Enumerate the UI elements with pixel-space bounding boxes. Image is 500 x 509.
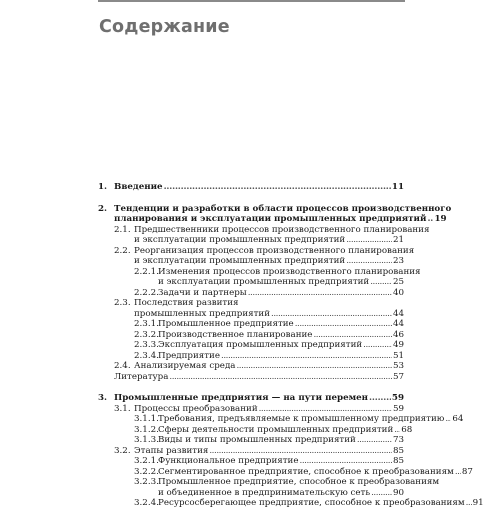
toc-entry-title-line: Изменения процессов производственного планирования: [158, 266, 421, 277]
toc-entry[interactable]: [98, 372, 404, 383]
toc-entry-title: Этапы развития: [134, 445, 209, 456]
toc-entry[interactable]: [98, 182, 404, 193]
toc-leader-dots: [313, 330, 392, 341]
toc-entry-title: Промышленное предприятие: [158, 319, 294, 329]
toc-page-number: 53: [392, 361, 404, 371]
table-of-contents: [98, 182, 484, 509]
toc-entry-title: Процессы преобразований: [134, 403, 258, 414]
toc-leader-dots: [248, 288, 392, 299]
toc-entry-title: Введение: [114, 182, 163, 192]
toc-entry-number: 2.3.1.: [134, 319, 159, 329]
toc-entry[interactable]: [98, 393, 404, 404]
toc-page-number: 19: [434, 214, 447, 224]
toc-entry-number: 3.2.3.: [134, 477, 159, 487]
toc-entry[interactable]: [98, 340, 404, 351]
toc-entry[interactable]: [98, 288, 404, 299]
toc-entry[interactable]: [98, 203, 452, 225]
toc-entry-number: 3.: [98, 393, 108, 403]
toc-entry-title: и эксплуатации промышленных предприятий: [134, 235, 346, 245]
toc-entry-title: и эксплуатации промышленных предприятий: [134, 256, 346, 266]
toc-entry[interactable]: [98, 298, 404, 319]
toc-page-number: 64: [452, 414, 464, 424]
toc-entry-number: 2.4.: [114, 361, 131, 371]
toc-entry-number: 3.1.3.: [134, 435, 159, 445]
toc-entry[interactable]: [98, 446, 404, 457]
toc-entry-number: 2.3.: [114, 298, 131, 308]
toc-entry-title: Виды и типы промышленных предприятий: [158, 435, 356, 445]
toc-page-number: 68: [401, 424, 413, 435]
toc-entry-number: 3.2.4.: [134, 498, 159, 508]
toc-entry[interactable]: [98, 224, 430, 246]
toc-entry-title: Анализируемая среда: [134, 361, 236, 371]
toc-entry[interactable]: [98, 466, 473, 478]
toc-entry-number: 2.3.2.: [134, 329, 159, 340]
toc-page-number: 87: [461, 466, 473, 477]
toc-entry-title: Ресурсосберегающее предприятие, способное к преобразованиям: [158, 498, 465, 508]
toc-entry-number: 2.2.: [114, 245, 131, 256]
toc-entry-title-line: Промышленное предприятие, способное к преобразованиям: [158, 477, 440, 487]
toc-entry-title: промышленных предприятий: [134, 308, 270, 319]
toc-page-number: 91: [472, 498, 484, 508]
toc-leader-dots: [221, 351, 392, 362]
toc-page-number: 57: [392, 371, 404, 382]
toc-leader-dots: [346, 256, 392, 267]
toc-leader-dots: [369, 393, 391, 404]
toc-entry-title: Предприятие: [158, 350, 220, 361]
toc-leader-dots: [300, 456, 392, 467]
toc-page-number: 23: [392, 256, 404, 266]
toc-entry[interactable]: [98, 477, 440, 498]
toc-entry[interactable]: [98, 414, 464, 425]
toc-leader-dots: [271, 309, 392, 320]
toc-leader-dots: [445, 414, 451, 425]
toc-page-number: 59: [392, 403, 404, 414]
toc-entry-number: 1.: [98, 182, 108, 192]
toc-entry-number: 3.1.1.: [134, 414, 159, 424]
toc-entry-number: 3.2.2.: [134, 466, 159, 477]
toc-leader-dots: [371, 488, 392, 499]
toc-entry-title-line: Последствия развития: [134, 298, 239, 308]
toc-entry-title: Эксплуатация промышленных предприятий: [158, 340, 363, 350]
toc-entry[interactable]: [98, 330, 404, 341]
toc-leader-dots: [455, 467, 461, 478]
toc-page-number: 59: [391, 393, 404, 403]
toc-leader-dots: [346, 235, 392, 246]
toc-leader-dots: [164, 182, 391, 193]
toc-leader-dots: [236, 361, 391, 372]
toc-entry-title: и объединенное в предпринимательскую сеть: [158, 487, 371, 498]
toc-page-number: 11: [391, 182, 404, 192]
toc-entry-number: 3.2.: [114, 445, 131, 456]
toc-entry-number: 2.1.: [114, 224, 131, 235]
toc-entry[interactable]: [98, 435, 404, 446]
toc-page-number: 73: [392, 435, 404, 445]
toc-entry-number: 2.3.4.: [134, 350, 159, 361]
toc-entry-number: 3.1.2.: [134, 424, 159, 435]
toc-page-number: 49: [392, 340, 404, 350]
toc-page-number: 21: [392, 235, 404, 245]
toc-leader-dots: [259, 404, 392, 415]
toc-leader-dots: [295, 319, 392, 330]
toc-entry[interactable]: [98, 404, 404, 415]
toc-entry-title: Литература: [114, 371, 169, 382]
toc-entry-title: Сегментированное предприятие, способное к преобразованиям: [158, 466, 454, 477]
toc-entry[interactable]: [98, 245, 415, 267]
toc-entry[interactable]: [98, 351, 404, 362]
toc-entry-title: планирования и эксплуатации промышленных предприятий: [114, 214, 427, 224]
toc-entry-number: 3.2.1.: [134, 456, 159, 466]
toc-entry[interactable]: [98, 424, 413, 436]
toc-entry-title: Промышленные предприятия — на пути перемен: [114, 393, 369, 403]
toc-leader-dots: [363, 340, 392, 351]
toc-entry-title: Задачи и партнеры: [158, 287, 247, 298]
toc-page-number: 25: [392, 277, 404, 287]
toc-entry-title-line: Тенденции и разработки в области процессов производственного: [114, 203, 452, 214]
toc-leader-dots: [209, 446, 392, 457]
toc-entry-number: 2.3.3.: [134, 340, 159, 350]
toc-entry[interactable]: [98, 266, 421, 288]
toc-page-number: 40: [392, 287, 404, 298]
toc-entry[interactable]: [98, 456, 404, 467]
toc-page-number: 85: [392, 456, 404, 466]
toc-entry[interactable]: [98, 361, 404, 372]
toc-entry-number: 2.2.2.: [134, 287, 159, 298]
toc-entry-title: Функциональное предприятие: [158, 456, 299, 466]
toc-entry-title: Сферы деятельности промышленных предприятий: [158, 424, 394, 435]
toc-entry-number: 3.1.: [114, 403, 131, 414]
toc-page-number: 46: [392, 329, 404, 340]
toc-leader-dots: [370, 277, 392, 288]
toc-page-number: 90: [392, 487, 404, 498]
toc-entry-title: и эксплуатации промышленных предприятий: [158, 277, 370, 287]
toc-entry[interactable]: [98, 319, 404, 330]
toc-page-number: 44: [392, 319, 404, 329]
toc-entry-number: 2.: [98, 203, 108, 214]
toc-entry-title-line: Реорганизация процессов производственного планирования: [134, 245, 415, 256]
toc-spacer: [98, 193, 404, 204]
toc-entry-title: Производственное планирование: [158, 329, 313, 340]
toc-entry-title-line: Предшественники процессов производственного планирования: [134, 224, 430, 235]
toc-page-number: 51: [392, 350, 404, 361]
top-rule: [98, 0, 405, 2]
toc-entry-number: 2.2.1.: [134, 266, 159, 277]
toc-page-number: 44: [392, 308, 404, 319]
toc-leader-dots: [169, 372, 392, 383]
toc-leader-dots: [357, 435, 392, 446]
page-title: Содержание: [99, 17, 230, 37]
toc-leader-dots: [394, 425, 400, 436]
toc-page-number: 85: [392, 445, 404, 456]
toc-entry-title: Требования, предъявляемые к промышленному предприятию: [158, 414, 445, 424]
toc-spacer: [98, 382, 404, 393]
toc-leader-dots: [427, 214, 433, 225]
